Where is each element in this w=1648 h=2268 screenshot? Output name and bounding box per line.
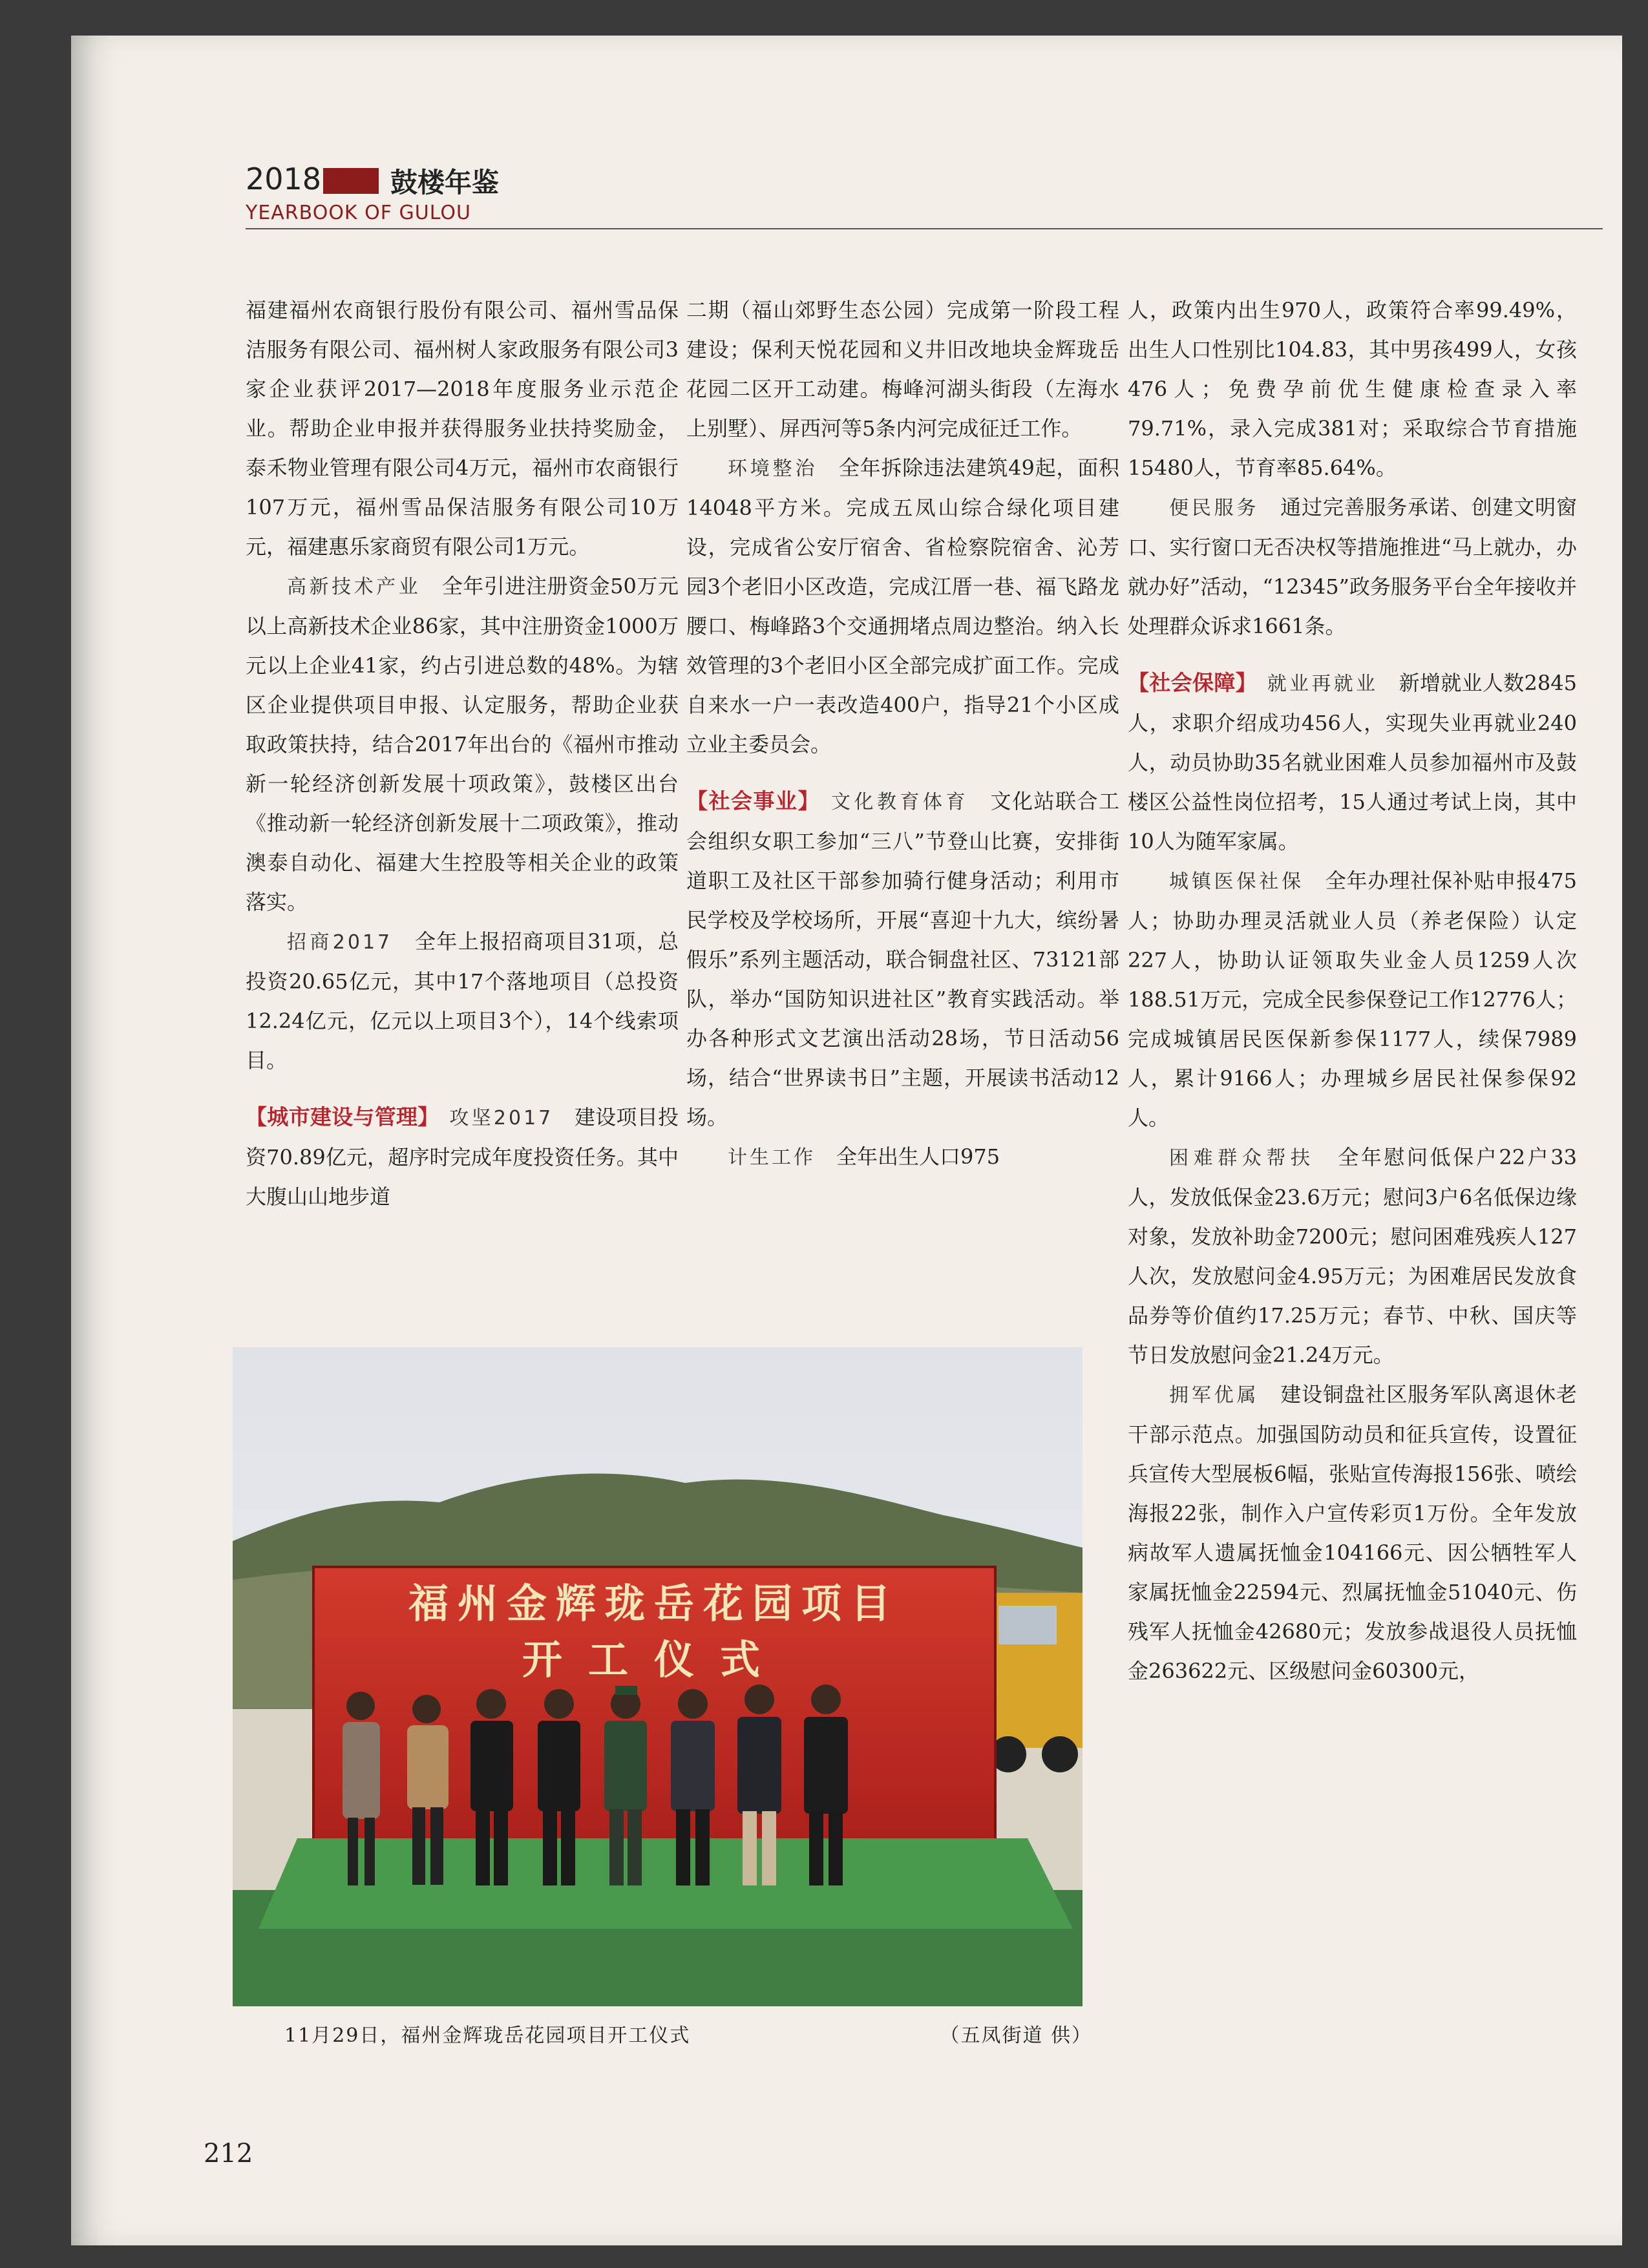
subsection-heading: 环境整治 [728, 457, 818, 480]
yearbook-page [71, 36, 1622, 2245]
text-column-1 [246, 291, 679, 1217]
paragraph-text: 新增就业人数2845人，求职介绍成功456人，实现失业再就业240人，动员协助35名就业困难人员参加福州市及鼓楼区公益性岗位招考，15人通过考试上岗，其中10人为随军家属。 [1128, 671, 1577, 854]
caption-text: 11月29日，福州金辉珑岳花园项目开工仪式 [284, 2024, 691, 2047]
paragraph-text: 全年拆除违法建筑49起，面积14048平方米。完成五凤山综合绿化项目建设，完成省公安厅宿舍、省检察院宿舍、沁芳园3个老旧小区改造，完成江厝一巷、福飞路龙腰口、梅峰路3个交通拥堵点周边整治。纳入长效管理的3个老旧小区全部完成扩面工作。完成自来水一户一表改造400户，指导21个小区成立业主委员会。 [686, 456, 1119, 757]
paragraph-text: 全年出生人口975 [836, 1144, 1000, 1169]
paragraph-text: 全年办理社保补贴申报475人；协助办理灵活就业人员（养老保险）认定227人，协助认证领取失业金人员1259人次188.51万元，完成全民参保登记工作12776人；完成城镇居民医保新参保1177人，续保7989人，累计9166人；办理城乡居民社保参保92人。 [1128, 868, 1577, 1130]
paragraph [1128, 488, 1577, 646]
paragraph [1128, 663, 1577, 861]
banner-text-line2: 开工仪式 [522, 1636, 787, 1683]
paragraph-text: 全年上报招商项目31项，总投资20.65亿元，其中17个落地项目（总投资12.24亿元，亿元以上项目3个），14个线索项目。 [246, 929, 679, 1073]
page-number: 212 [204, 2139, 253, 2168]
paragraph-text: 通过完善服务承诺、创建文明窗口、实行窗口无否决权等措施推进“马上就办，办就办好”活动，“12345”政务服务平台全年接收并处理群众诉求1661条。 [1128, 495, 1577, 638]
section-heading: 【社会事业】 [686, 788, 810, 814]
subsection-heading: 拥军优属 [1169, 1384, 1260, 1407]
subsection-heading: 招商2017 [287, 931, 393, 954]
page-header [246, 162, 1622, 265]
photo-caption [284, 2019, 1092, 2048]
text-column-3 [1128, 291, 1577, 1691]
paragraph [1128, 1138, 1577, 1375]
section-heading: 【城市建设与管理】 [246, 1104, 429, 1129]
header-year: 2018 [246, 162, 322, 196]
section-heading: 【社会保障】 [1128, 670, 1247, 695]
subsection-heading: 困难群众帮扶 [1169, 1147, 1315, 1170]
subsection-heading: 便民服务 [1169, 497, 1260, 520]
subsection-heading: 计生工作 [728, 1146, 816, 1169]
header-subtitle: YEARBOOK OF GULOU [246, 202, 471, 224]
paragraph [1128, 861, 1577, 1138]
paragraph: 人，政策内出生970人，政策符合率99.49%，出生人口性别比104.83，其中男孩499人，女孩476人；免费孕前优生健康检查录入率79.71%，录入完成381对；采取综合节育措施15480人，节育率85.64%。 [1128, 298, 1577, 480]
header-title: 鼓楼年鉴 [390, 167, 500, 198]
text-column-2 [686, 291, 1119, 1177]
paragraph [686, 448, 1119, 764]
subsection-heading: 攻坚2017 [449, 1107, 554, 1129]
paragraph-text: 全年慰问低保户22户33人，发放低保金23.6万元；慰问3户6名低保边缘对象，发放补助金7200元；慰问困难残疾人127人次，发放慰问金4.95万元；为困难居民发放食品券等价值约17.25万元；春节、中秋、国庆等节日发放慰问金21.24万元。 [1128, 1145, 1577, 1367]
header-rule [246, 228, 1603, 229]
groundbreaking-ceremony-photo [233, 1347, 1083, 2006]
paragraph [686, 781, 1119, 1137]
banner-text-line1: 福州金辉珑岳花园项目 [408, 1580, 900, 1627]
paragraph [1128, 1375, 1577, 1691]
paragraph-text: 建设项目投资70.89亿元，超序时完成年度投资任务。其中大腹山山地步道 [246, 1105, 679, 1209]
paragraph [686, 1137, 1119, 1177]
paragraph-text: 全年引进注册资金50万元以上高新技术企业86家，其中注册资金1000万元以上企业41家，约占引进总数的48%。为辖区企业提供项目申报、认定服务，帮助企业获取政策扶持，结合2017年出台的《福州市推动新一轮经济创新发展十项政策》，鼓楼区出台《推动新一轮经济创新发展十二项政策》，推动澳泰自动化、福建大生控股等相关企业的政策落实。 [246, 574, 679, 914]
caption-credit: （五凤街道 供） [940, 2024, 1092, 2047]
paragraph [246, 1097, 679, 1217]
subsection-heading: 就业再就业 [1267, 673, 1379, 695]
paragraph: 二期（福山郊野生态公园）完成第一阶段工程建设；保利天悦花园和义井旧改地块金辉珑岳花园二区开工动建。梅峰河湖头街段（左海水上别墅）、屏西河等5条内河完成征迁工作。 [686, 298, 1119, 441]
paragraph [246, 922, 679, 1080]
subsection-heading: 城镇医保社保 [1169, 870, 1304, 893]
paragraph-text: 建设铜盘社区服务军队离退休老干部示范点。加强国防动员和征兵宣传，设置征兵宣传大型展板6幅，张贴宣传海报156张、喷绘海报22张，制作入户宣传彩页1万份。全年发放病故军人遗属抚恤金104166元、因公牺牲军人家属抚恤金22594元、烈属抚恤金51040元、伤残军人抚恤金42680元；发放参战退役人员抚恤金263622元、区级慰问金60300元， [1128, 1382, 1577, 1683]
subsection-heading: 文化教育体育 [831, 791, 969, 814]
subsection-heading: 高新技术产业 [287, 576, 421, 598]
paragraph: 福建福州农商银行股份有限公司、福州雪品保洁服务有限公司、福州树人家政服务有限公司3家企业获评2017—2018年度服务业示范企业。帮助企业申报并获得服务业扶持奖励金，泰禾物业管理有限公司4万元，福州市农商银行107万元，福州雪品保洁服务有限公司10万元，福建惠乐家商贸有限公司1万元。 [246, 298, 679, 559]
paragraph-text: 文化站联合工会组织女职工参加“三八”节登山比赛，安排街道职工及社区干部参加骑行健身活动；利用市民学校及学校场所，开展“喜迎十九大，缤纷暑假乐”系列主题活动，联合铜盘社区、73121部队，举办“国防知识进社区”教育实践活动。举办各种形式文艺演出活动28场，节日活动56场，结合“世界读书日”主题，开展读书活动12场。 [686, 789, 1119, 1129]
paragraph [246, 567, 679, 922]
header-red-mark [323, 168, 379, 194]
